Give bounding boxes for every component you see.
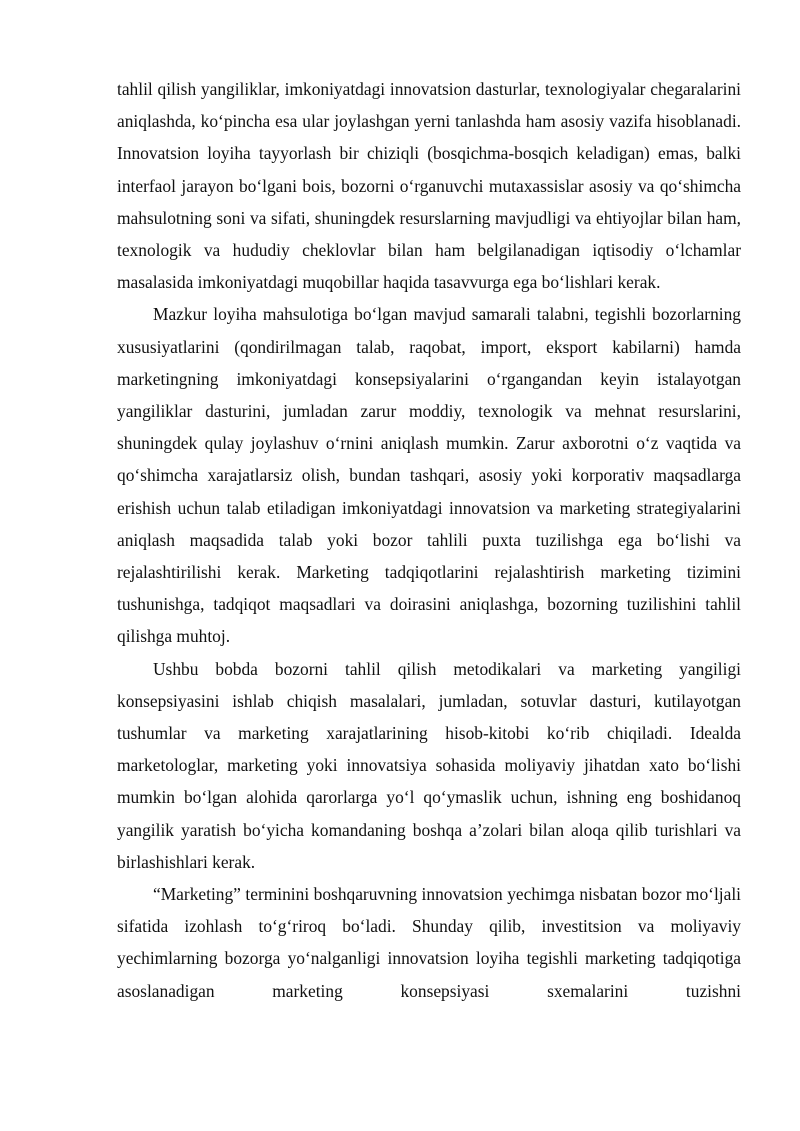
paragraph-4: “Marketing” terminini boshqaruvning innovatsion yechimga nisbatan bozor mo‘ljali sifatida izohlash to‘g‘riroq bo‘ladi. Shunday qilib, investitsion va moliyaviy yechimlarning bozorga yo‘nalganligi innovatsion loyiha tegishli marketing tadqiqotiga asoslanadigan marketing konsepsiyasi sxemalarini tuzishni — [117, 884, 741, 1001]
paragraph-2: Mazkur loyiha mahsulotiga bo‘lgan mavjud samarali talabni, tegishli bozorlarning xususiyatlarini (qondirilmagan talab, raqobat, import, eksport kabilarni) hamda marketingning imkoniyatdagi konsepsiyalarini o‘rgangandan keyin istalayotgan yangiliklar dasturini, jumladan zarur moddiy, texnologik va mehnat resurslarini, shuningdek qulay joylashuv o‘rnini aniqlash mumkin. Zarur axborotni o‘z vaqtida va qo‘shimcha xarajatlarsiz olish, bundan tashqari, asosiy yoki korporativ maqsadlarga erishish uchun talab etiladigan imkoniyatdagi innovatsion va marketing strategiyalarini aniqlash maqsadida talab yoki bozor tahlili puxta tuzilishga ega bo‘lishi va rejalashtirilishi kerak. Marketing tadqiqotlarini rejalashtirish marketing tizimini tushunishga, tadqiqot maqsadlari va doirasini aniqlashga, bozorning tuzilishini tahlil qilishga muhtoj. — [117, 304, 741, 647]
document-page — [117, 73, 741, 1007]
paragraph-3: Ushbu bobda bozorni tahlil qilish metodikalari va marketing yangiligi konsepsiyasini ishlab chiqish masalalari, jumladan, sotuvlar dasturi, kutilayotgan tushumlar va marketing xarajatlarining hisob-kitobi ko‘rib chiqiladi. Idealda marketologlar, marketing yoki innovatsiya sohasida moliyaviy jihatdan xato bo‘lishi mumkin bo‘lgan alohida qarorlarga yo‘l qo‘ymaslik uchun, ishning eng boshidanoq yangilik yaratish bo‘yicha komandaning boshqa a’zolari bilan aloqa qilib turishlari va birlashishlari kerak. — [117, 658, 741, 872]
paragraph-1: tahlil qilish yangiliklar, imkoniyatdagi innovatsion dasturlar, texnologiyalar chegaralarini aniqlashda, ko‘pincha esa ular joylashgan yerni tanlashda ham asosiy vazifa hisoblanadi. Innovatsion loyiha tayyorlash bir chiziqli (bosqichma-bosqich keladigan) emas, balki interfaol jarayon bo‘lgani bois, bozorni o‘rganuvchi mutaxassislar asosiy va qo‘shimcha mahsulotning soni va sifati, shuningdek resurslarning mavjudligi va ehtiyojlar bilan ham, texnologik va hududiy cheklovlar bilan ham belgilanadigan iqtisodiy o‘lchamlar masalasida imkoniyatdagi muqobillar haqida tasavvurga ega bo‘lishlari kerak. — [117, 79, 741, 293]
